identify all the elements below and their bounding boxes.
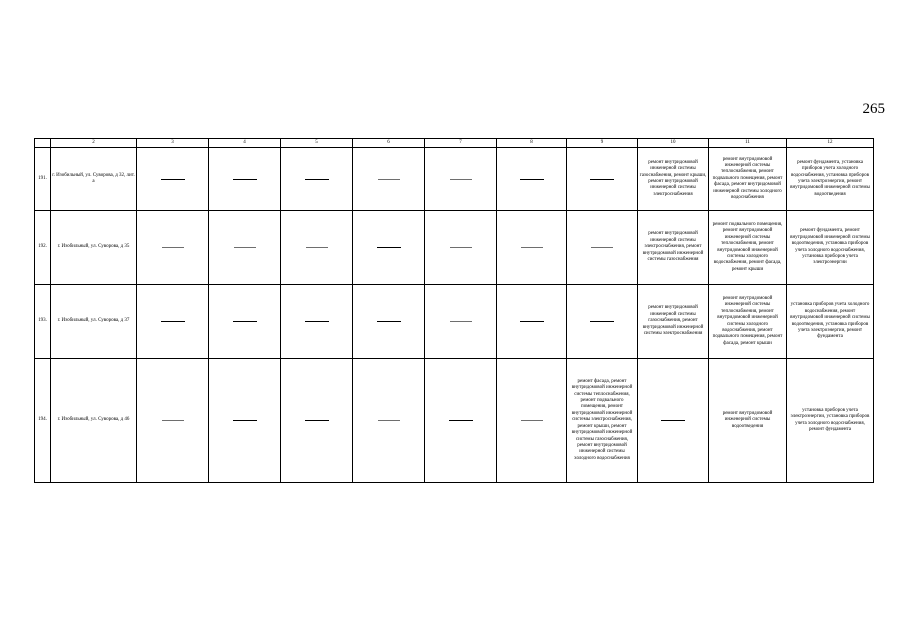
row-address: г. Изобильный, ул. Суворова, д 46 [51,359,137,483]
header-cell: 7 [425,139,497,148]
header-cell: 5 [281,139,353,148]
table-row [35,285,874,359]
row-number: 194. [35,359,51,483]
dash-mark [234,247,256,248]
table-row [35,359,874,483]
dash-mark [591,247,613,248]
works-cell: ремонт внутридомовой инженерной системы теплоснабжения, ремонт подвального помещения, ремонт фасада, ремонт внутридомовой инженерной системы холодного водоснабжения [709,148,787,211]
dash-mark [233,179,257,180]
empty-cell [353,285,425,359]
dash-mark [305,179,329,180]
empty-cell [137,211,209,285]
header-row [35,139,874,148]
works-cell: ремонт внутридомовой инженерной системы газоснабжения, ремонт крыши, ремонт внутридомовой инженерной системы электроснабжения [638,148,709,211]
header-cell: 2 [51,139,137,148]
header-cell [35,139,51,148]
empty-cell [281,285,353,359]
page-number: 265 [862,101,885,117]
empty-cell [281,211,353,285]
dash-mark [377,321,401,322]
table-row [35,211,874,285]
empty-cell [425,359,497,483]
empty-cell [209,285,281,359]
dash-mark [233,321,257,322]
works-cell: ремонт подвального помещения, ремонт внутридомовой инженерной системы теплоснабжения, ремонт внутридомовой инженерной системы холодного водоснабжения, ремонт фасада, ремонт крыши [709,211,787,285]
empty-cell [567,211,638,285]
empty-cell [137,359,209,483]
header-cell: 4 [209,139,281,148]
works-cell: установка приборов учета холодного водоснабжения, ремонт внутридомовой инженерной системы водоотведения, установка приборов учета электроэнергии, ремонт фундамента [787,285,874,359]
header-cell: 11 [709,139,787,148]
header-cell: 8 [497,139,567,148]
empty-cell [353,211,425,285]
dash-mark [162,247,184,248]
dash-mark [590,321,614,322]
empty-cell [567,285,638,359]
dash-mark [661,420,685,421]
empty-cell [209,359,281,483]
dash-mark [521,247,543,248]
empty-cell [425,285,497,359]
empty-cell [281,148,353,211]
works-cell: ремонт фундамента, ремонт внутридомовой инженерной системы водоотведения, установка приборов учета холодного водоснабжения, установка приборов учета электроэнергии [787,211,874,285]
empty-cell [281,359,353,483]
empty-cell [425,148,497,211]
empty-cell [209,148,281,211]
empty-cell [353,148,425,211]
works-table [34,138,874,483]
dash-mark [449,420,473,421]
dash-mark [450,321,472,322]
row-address: г. Изобильный, ул. Суворова, д 35 [51,211,137,285]
header-cell: 10 [638,139,709,148]
dash-mark [520,321,544,322]
dash-mark [378,179,400,180]
dash-mark [306,247,328,248]
empty-cell [425,211,497,285]
works-cell: ремонт внутридомовой инженерной системы газоснабжения, ремонт внутридомовой инженерной системы электроснабжения [638,285,709,359]
works-cell: ремонт внутридомовой инженерной системы водоотведения [709,359,787,483]
empty-cell [497,211,567,285]
works-cell: ремонт внутридомовой инженерной системы электроснабжения, ремонт внутридомовой инженерной системы газоснабжения [638,211,709,285]
row-address: г. Изобильный, ул. Суворова, д 32, лит. а [51,148,137,211]
empty-cell [209,211,281,285]
dash-mark [377,247,401,248]
dash-mark [520,179,544,180]
empty-cell [353,359,425,483]
dash-mark [162,420,184,421]
empty-cell [497,285,567,359]
dash-mark [161,179,185,180]
empty-cell [497,359,567,483]
row-number: 193. [35,285,51,359]
works-cell: ремонт фундамента, установка приборов учета холодного водоснабжения, установка приборов учета электроэнергии, ремонт внутридомовой инженерной системы водоотведения [787,148,874,211]
header-cell: 3 [137,139,209,148]
row-number: 192. [35,211,51,285]
dash-mark [161,321,185,322]
works-cell: ремонт внутридомовой инженерной системы теплоснабжения, ремонт внутридомовой инженерной системы холодного водоснабжения, ремонт подвального помещения, ремонт фасада, ремонт крыши [709,285,787,359]
dash-mark [450,179,472,180]
header-cell: 9 [567,139,638,148]
dash-mark [305,420,329,421]
header-cell: 12 [787,139,874,148]
dash-mark [305,321,329,322]
table-row [35,148,874,211]
works-cell: ремонт фасада, ремонт внутридомовой инженерной системы теплоснабжения, ремонт подвального помещения, ремонт внутридомовой инженерной системы электроснабжения, ремонт крыши, ремонт внутридомовой инженерной системы газоснабжения, ремонт внутридомовой инженерной системы холодного водоснабжения [567,359,638,483]
empty-cell [137,285,209,359]
empty-cell [497,148,567,211]
row-address: г. Изобильный, ул. Суворова, д 37 [51,285,137,359]
row-number: 191. [35,148,51,211]
empty-cell [137,148,209,211]
empty-cell [567,148,638,211]
dash-mark [378,420,400,421]
dash-mark [590,179,614,180]
works-cell: установка приборов учета электроэнергии, установка приборов учета холодного водоснабжения, ремонт фундамента [787,359,874,483]
empty-cell [638,359,709,483]
dash-mark [521,420,543,421]
dash-mark [450,247,472,248]
header-cell: 6 [353,139,425,148]
dash-mark [233,420,257,421]
